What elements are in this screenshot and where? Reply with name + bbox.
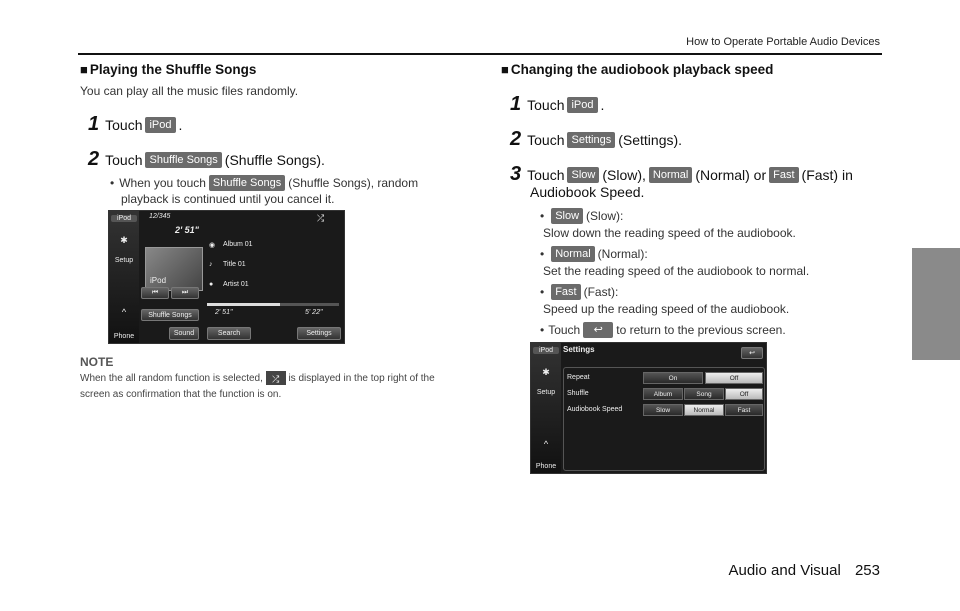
chapter-tab xyxy=(912,248,960,360)
sidebar-setup: Setup xyxy=(536,389,556,396)
progress-track xyxy=(207,303,339,306)
shuffle-off-button[interactable]: Off xyxy=(725,388,763,400)
bullet-normal-desc: Set the reading speed of the audiobook to normal. xyxy=(543,264,810,278)
settings-chip: Settings xyxy=(567,132,615,148)
square-bullet-icon: ■ xyxy=(501,62,509,77)
up-arrow-icon: ^ xyxy=(543,439,549,449)
fast-chip: Fast xyxy=(551,284,580,300)
shuffle-icon: ⤮ xyxy=(317,213,325,223)
search-button[interactable]: Search xyxy=(207,327,251,340)
slow-chip: Slow xyxy=(551,208,583,224)
note-line1: When the all random function is selected, ⤮ is displayed in the top right of the xyxy=(80,373,435,385)
page-number: 253 xyxy=(854,562,880,579)
normal-chip: Normal xyxy=(551,246,594,262)
bullet-fast-desc: Speed up the reading speed of the audiobook. xyxy=(543,302,790,316)
note-line2: screen as confirmation that the function is on. xyxy=(80,389,282,400)
elapsed-time-large: 2' 51" xyxy=(175,225,199,235)
sidebar-ipod: iPod xyxy=(111,215,137,222)
fast-chip: Fast xyxy=(769,167,798,183)
section-title-audiobook: ■ Changing the audiobook playback speed xyxy=(501,62,774,77)
progress-fill xyxy=(207,303,280,306)
bluetooth-icon: ✱ xyxy=(542,367,550,377)
track-title: Title 01 xyxy=(223,261,246,268)
sound-button[interactable]: Sound xyxy=(169,327,199,340)
shuffle-icon: ⤮ xyxy=(266,371,286,385)
person-icon-album: ◉ xyxy=(209,242,216,249)
sidebar-setup: Setup xyxy=(114,257,134,264)
album-art: iPod xyxy=(145,247,203,291)
elapsed-time: 2' 51" xyxy=(215,309,233,316)
speed-normal-button[interactable]: Normal xyxy=(684,404,724,416)
bluetooth-icon: ✱ xyxy=(120,235,128,245)
repeat-off-button[interactable]: Off xyxy=(705,372,763,384)
right-step-3: 3 Touch Slow (Slow), Normal (Normal) or Fast (Fast) in xyxy=(510,163,853,185)
person-icon-artist: ● xyxy=(209,281,214,288)
shuffle-album-button[interactable]: Album xyxy=(643,388,683,400)
shuffle-songs-button[interactable]: Shuffle Songs xyxy=(141,309,199,321)
settings-screen-screenshot xyxy=(530,342,767,474)
bullet-slow: • Slow (Slow): xyxy=(540,209,624,223)
bullet-back: • Touch ↩ to return to the previous screen. xyxy=(540,323,786,337)
ipod-chip: iPod xyxy=(567,97,597,113)
album-name: Album 01 xyxy=(223,241,253,248)
left-bullet-line2: playback is continued until you cancel it. xyxy=(121,192,335,206)
ipod-screen-screenshot xyxy=(108,210,345,344)
ipod-chip: iPod xyxy=(145,117,175,133)
bullet-slow-desc: Slow down the reading speed of the audiobook. xyxy=(543,226,796,240)
shuffle-songs-chip: Shuffle Songs xyxy=(209,175,285,191)
track-number: 12/345 xyxy=(149,213,171,220)
right-step-3-line2: Audiobook Speed. xyxy=(530,184,645,200)
shuffle-label: Shuffle xyxy=(567,390,589,397)
bullet-fast: • Fast (Fast): xyxy=(540,285,619,299)
previous-track-button[interactable]: ⏮ xyxy=(141,287,169,299)
screen-sidebar xyxy=(531,343,561,473)
footer-section: Audio and Visual xyxy=(728,562,841,579)
sidebar-ipod: iPod xyxy=(533,347,559,354)
section-title-shuffle: ■ Playing the Shuffle Songs xyxy=(80,62,257,77)
settings-title: Settings xyxy=(563,345,595,354)
note-title: NOTE xyxy=(80,355,114,369)
music-note-icon: ♪ xyxy=(209,261,213,268)
settings-button[interactable]: Settings xyxy=(297,327,341,340)
left-step-1: 1 Touch iPod . xyxy=(88,113,183,135)
normal-chip: Normal xyxy=(649,167,692,183)
sidebar-phone: Phone xyxy=(113,333,135,340)
page-footer xyxy=(728,562,880,579)
total-time: 5' 22" xyxy=(305,309,323,316)
next-track-button[interactable]: ⏭ xyxy=(171,287,199,299)
repeat-on-button[interactable]: On xyxy=(643,372,703,384)
running-header: How to Operate Portable Audio Devices xyxy=(686,36,880,48)
slow-chip: Slow xyxy=(567,167,599,183)
bullet-normal: • Normal (Normal): xyxy=(540,247,648,261)
left-bullet-line1: • When you touch Shuffle Songs (Shuffle Songs), random xyxy=(110,176,419,190)
intro-text: You can play all the music files randomly. xyxy=(80,84,299,98)
repeat-label: Repeat xyxy=(567,374,590,381)
up-arrow-icon: ^ xyxy=(121,307,127,317)
header-rule xyxy=(78,53,882,55)
back-icon: ↩ xyxy=(583,322,613,338)
screen-sidebar xyxy=(109,211,139,343)
artist-name: Artist 01 xyxy=(223,281,249,288)
right-step-1: 1 Touch iPod . xyxy=(510,93,605,115)
shuffle-songs-chip: Shuffle Songs xyxy=(145,152,221,168)
audiobook-speed-label: Audiobook Speed xyxy=(567,406,623,413)
right-step-2: 2 Touch Settings (Settings). xyxy=(510,128,683,150)
left-step-2: 2 Touch Shuffle Songs (Shuffle Songs). xyxy=(88,148,325,170)
back-button[interactable]: ↩ xyxy=(741,347,763,359)
sidebar-phone: Phone xyxy=(535,463,557,470)
speed-fast-button[interactable]: Fast xyxy=(725,404,763,416)
square-bullet-icon: ■ xyxy=(80,62,88,77)
speed-slow-button[interactable]: Slow xyxy=(643,404,683,416)
shuffle-song-button[interactable]: Song xyxy=(684,388,724,400)
